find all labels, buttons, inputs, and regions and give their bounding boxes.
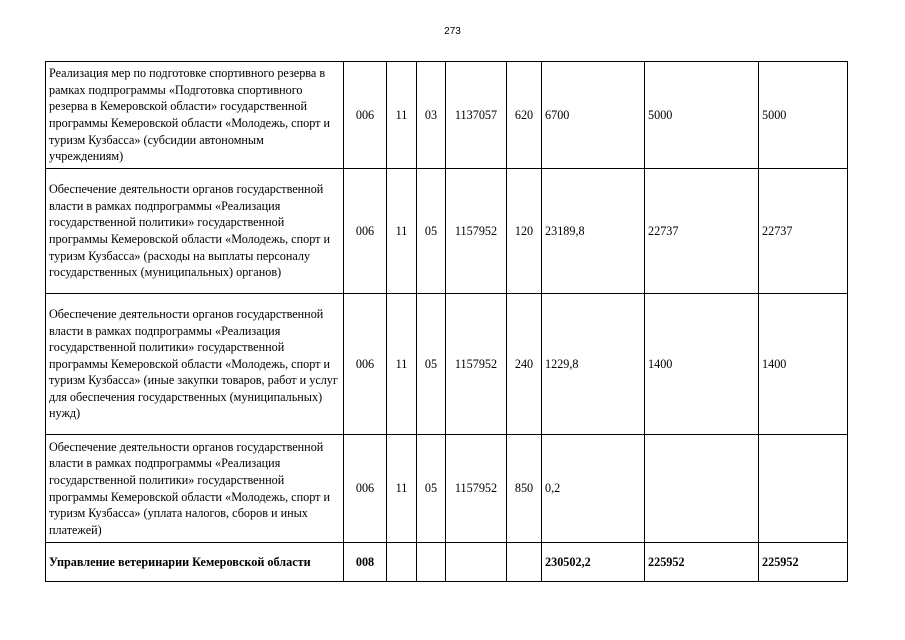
ministry-code: 006: [344, 62, 387, 169]
table-row: [46, 435, 848, 543]
subsection-code: 05: [417, 294, 446, 435]
section-code: 11: [387, 294, 417, 435]
expense-description: Обеспечение деятельности органов государственной власти в рамках подпрограммы «Реализация государственной политики» государственной программы Кемеровской области «Молодежь, спорт и туризм Кузбасса» (уплата налогов, сборов и иных платежей): [46, 435, 344, 543]
subsection-code: [417, 543, 446, 582]
expense-type-code: 120: [507, 169, 542, 294]
sum-year-2: 22737: [645, 169, 759, 294]
sum-year-2: 225952: [645, 543, 759, 582]
table-row: [46, 169, 848, 294]
ministry-code: 006: [344, 169, 387, 294]
sum-year-2: [645, 435, 759, 543]
expense-description: Управление ветеринарии Кемеровской области: [46, 543, 344, 582]
target-code: 1157952: [446, 435, 507, 543]
expense-description: Реализация мер по подготовке спортивного резерва в рамках подпрограммы «Подготовка спортивного резерва в Кемеровской области» государственной программы Кемеровской области «Молодежь, спорт и туризм Кузбасса» (субсидии автономным учреждениям): [46, 62, 344, 169]
budget-table: [45, 61, 848, 582]
ministry-code: 008: [344, 543, 387, 582]
subsection-code: 03: [417, 62, 446, 169]
sum-year-1: 1229,8: [542, 294, 645, 435]
section-code: [387, 543, 417, 582]
ministry-code: 006: [344, 435, 387, 543]
section-code: 11: [387, 62, 417, 169]
sum-year-1: 230502,2: [542, 543, 645, 582]
sum-year-1: 23189,8: [542, 169, 645, 294]
expense-type-code: 850: [507, 435, 542, 543]
subsection-code: 05: [417, 435, 446, 543]
sum-year-1: 6700: [542, 62, 645, 169]
expense-type-code: 240: [507, 294, 542, 435]
sum-year-3: 225952: [759, 543, 848, 582]
target-code: 1157952: [446, 169, 507, 294]
sum-year-3: 1400: [759, 294, 848, 435]
subsection-code: 05: [417, 169, 446, 294]
target-code: 1157952: [446, 294, 507, 435]
ministry-code: 006: [344, 294, 387, 435]
sum-year-2: 1400: [645, 294, 759, 435]
target-code: [446, 543, 507, 582]
page-number: 273: [444, 26, 461, 37]
section-code: 11: [387, 435, 417, 543]
target-code: 1137057: [446, 62, 507, 169]
sum-year-3: 22737: [759, 169, 848, 294]
table-row: [46, 294, 848, 435]
table-row: [46, 62, 848, 169]
sum-year-3: 5000: [759, 62, 848, 169]
expense-description: Обеспечение деятельности органов государственной власти в рамках подпрограммы «Реализация государственной политики» государственной программы Кемеровской области «Молодежь, спорт и туризм Кузбасса» (иные закупки товаров, работ и услуг для обеспечения государственных (муниципальных) нужд): [46, 294, 344, 435]
expense-type-code: [507, 543, 542, 582]
sum-year-3: [759, 435, 848, 543]
table-row: [46, 543, 848, 582]
expense-description: Обеспечение деятельности органов государственной власти в рамках подпрограммы «Реализация государственной политики» государственной программы Кемеровской области «Молодежь, спорт и туризм Кузбасса» (расходы на выплаты персоналу государственных (муниципальных) органов): [46, 169, 344, 294]
sum-year-1: 0,2: [542, 435, 645, 543]
section-code: 11: [387, 169, 417, 294]
expense-type-code: 620: [507, 62, 542, 169]
sum-year-2: 5000: [645, 62, 759, 169]
